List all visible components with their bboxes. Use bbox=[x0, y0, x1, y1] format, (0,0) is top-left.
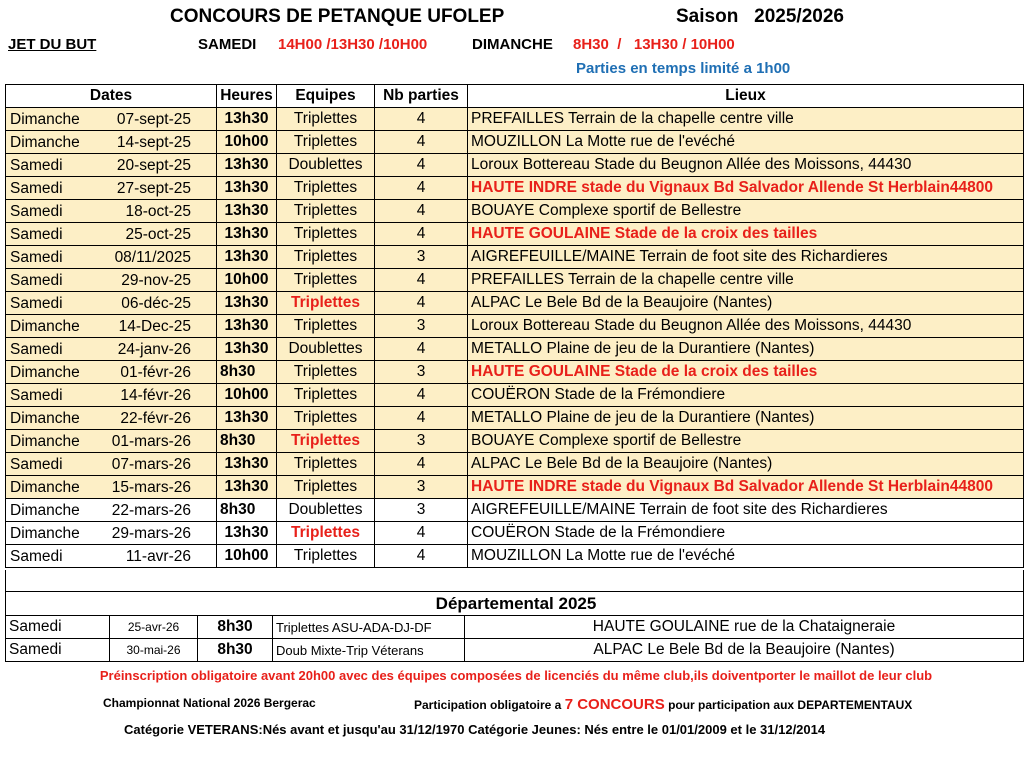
lieu-cell: Loroux Bottereau Stade du Beugnon Allée des Moissons, 44430 bbox=[468, 315, 1024, 338]
heure-cell: 13h30 bbox=[217, 154, 277, 177]
championnat-national: Championnat National 2026 Bergerac bbox=[103, 696, 316, 710]
day-name: Dimanche bbox=[10, 525, 80, 542]
equipe-cell: Triplettes bbox=[277, 476, 375, 499]
equipe-cell: Triplettes bbox=[277, 361, 375, 384]
table-row bbox=[6, 407, 1024, 430]
date-cell bbox=[6, 292, 217, 315]
nb-parties-cell: 4 bbox=[375, 131, 468, 154]
heure-cell: 13h30 bbox=[217, 453, 277, 476]
heure-cell: 13h30 bbox=[217, 407, 277, 430]
day-name: Dimanche bbox=[10, 364, 80, 381]
heure-cell: 13h30 bbox=[217, 246, 277, 269]
date-cell bbox=[6, 545, 217, 568]
heure-cell: 10h00 bbox=[217, 131, 277, 154]
day-name: Dimanche bbox=[10, 410, 80, 427]
equipe-cell: Doublettes bbox=[277, 338, 375, 361]
nb-parties-cell: 4 bbox=[375, 269, 468, 292]
date-value: 24-janv-26 bbox=[117, 341, 191, 358]
lieu-cell: AIGREFEUILLE/MAINE Terrain de foot site des Richardieres bbox=[468, 499, 1024, 522]
samedi-label: SAMEDI bbox=[198, 36, 257, 53]
nb-parties-cell: 3 bbox=[375, 246, 468, 269]
date-cell bbox=[6, 407, 217, 430]
dept-lieu: HAUTE GOULAINE rue de la Chataigneraie bbox=[465, 616, 1024, 639]
day-name: Dimanche bbox=[10, 433, 80, 450]
participation-suffix: pour participation aux DEPARTEMENTAUX bbox=[668, 698, 913, 712]
day-name: Samedi bbox=[10, 180, 63, 197]
table-row bbox=[6, 200, 1024, 223]
date-value: 01-févr-26 bbox=[120, 364, 191, 381]
heure-cell: 8h30 bbox=[217, 430, 277, 453]
day-name: Samedi bbox=[10, 341, 63, 358]
equipe-cell: Triplettes bbox=[277, 384, 375, 407]
date-cell bbox=[6, 361, 217, 384]
table-row bbox=[6, 223, 1024, 246]
equipe-cell: Triplettes bbox=[277, 453, 375, 476]
table-row bbox=[6, 108, 1024, 131]
lieu-cell: HAUTE INDRE stade du Vignaux Bd Salvador Allende St Herblain44800 bbox=[468, 476, 1024, 499]
dimanche-times: 8H30 / 13H30 / 10H00 bbox=[573, 36, 735, 53]
table-row bbox=[6, 476, 1024, 499]
day-name: Dimanche bbox=[10, 134, 80, 151]
table-row bbox=[6, 292, 1024, 315]
nb-parties-cell: 4 bbox=[375, 200, 468, 223]
lieu-cell: HAUTE INDRE stade du Vignaux Bd Salvador Allende St Herblain44800 bbox=[468, 177, 1024, 200]
equipe-cell: Triplettes bbox=[277, 545, 375, 568]
lieu-cell: COUËRON Stade de la Frémondiere bbox=[468, 522, 1024, 545]
table-row bbox=[6, 384, 1024, 407]
day-name: Samedi bbox=[10, 226, 63, 243]
nb-parties-cell: 3 bbox=[375, 315, 468, 338]
equipe-cell: Triplettes bbox=[277, 108, 375, 131]
day-name: Dimanche bbox=[10, 479, 80, 496]
heure-cell: 13h30 bbox=[217, 315, 277, 338]
date-value: 22-mars-26 bbox=[111, 502, 191, 519]
dept-day: Samedi bbox=[6, 616, 110, 639]
season-value: 2025/2026 bbox=[754, 6, 844, 27]
lieu-cell: HAUTE GOULAINE Stade de la croix des tailles bbox=[468, 223, 1024, 246]
lieu-cell: PREFAILLES Terrain de la chapelle centre ville bbox=[468, 269, 1024, 292]
lieu-cell: BOUAYE Complexe sportif de Bellestre bbox=[468, 430, 1024, 453]
heure-cell: 13h30 bbox=[217, 177, 277, 200]
nb-parties-cell: 4 bbox=[375, 545, 468, 568]
jet-du-but-row bbox=[0, 34, 1032, 56]
lieu-cell: HAUTE GOULAINE Stade de la croix des tailles bbox=[468, 361, 1024, 384]
preinscription-notice: Préinscription obligatoire avant 20h00 avec des équipes composées de licenciés du même club,ils doiventporter le maillot de leur club bbox=[99, 668, 933, 683]
heure-cell: 10h00 bbox=[217, 269, 277, 292]
departemental-body bbox=[6, 616, 1024, 662]
heure-cell: 13h30 bbox=[217, 476, 277, 499]
dept-lieu: ALPAC Le Bele Bd de la Beaujoire (Nantes) bbox=[465, 639, 1024, 662]
equipe-cell: Triplettes bbox=[277, 223, 375, 246]
date-value: 07-mars-26 bbox=[111, 456, 191, 473]
date-value: 15-mars-26 bbox=[111, 479, 191, 496]
day-name: Dimanche bbox=[10, 111, 80, 128]
date-value: 14-févr-26 bbox=[120, 387, 191, 404]
samedi-times: 14H00 /13H30 /10H00 bbox=[278, 36, 428, 53]
heure-cell: 8h30 bbox=[217, 499, 277, 522]
day-name: Samedi bbox=[10, 272, 63, 289]
dept-date: 25-avr-26 bbox=[110, 616, 198, 639]
date-cell bbox=[6, 131, 217, 154]
table-row bbox=[6, 545, 1024, 568]
table-row bbox=[6, 338, 1024, 361]
nb-parties-cell: 3 bbox=[375, 430, 468, 453]
nb-parties-cell: 4 bbox=[375, 522, 468, 545]
heure-cell: 13h30 bbox=[217, 108, 277, 131]
dept-heure: 8h30 bbox=[198, 639, 273, 662]
title-row bbox=[0, 4, 1032, 32]
table-row bbox=[6, 269, 1024, 292]
day-name: Samedi bbox=[10, 548, 63, 565]
nb-parties-cell: 4 bbox=[375, 108, 468, 131]
departemental-row bbox=[6, 639, 1024, 662]
day-name: Samedi bbox=[10, 157, 63, 174]
categories-note: Catégorie VETERANS:Nés avant et jusqu'au 31/12/1970 Catégorie Jeunes: Nés entre le 01/01/2009 et le 31/12/2014 bbox=[124, 722, 826, 737]
equipe-cell: Triplettes bbox=[277, 430, 375, 453]
date-value: 08/11/2025 bbox=[114, 249, 191, 266]
heure-cell: 13h30 bbox=[217, 223, 277, 246]
header-dates: Dates bbox=[6, 85, 217, 108]
date-cell bbox=[6, 522, 217, 545]
table-header-row bbox=[6, 85, 1024, 108]
date-value: 20-sept-25 bbox=[116, 157, 191, 174]
nb-parties-cell: 4 bbox=[375, 292, 468, 315]
nb-parties-cell: 4 bbox=[375, 338, 468, 361]
day-name: Samedi bbox=[10, 203, 63, 220]
date-value: 01-mars-26 bbox=[111, 433, 191, 450]
day-name: Dimanche bbox=[10, 318, 80, 335]
table-row bbox=[6, 522, 1024, 545]
equipe-cell: Triplettes bbox=[277, 200, 375, 223]
table-row bbox=[6, 361, 1024, 384]
date-value: 14-Dec-25 bbox=[118, 318, 191, 335]
date-cell bbox=[6, 338, 217, 361]
table-row bbox=[6, 453, 1024, 476]
equipe-cell: Triplettes bbox=[277, 407, 375, 430]
date-value: 29-nov-25 bbox=[121, 272, 191, 289]
equipe-cell: Triplettes bbox=[277, 522, 375, 545]
day-name: Dimanche bbox=[10, 502, 80, 519]
heure-cell: 13h30 bbox=[217, 200, 277, 223]
dept-heure: 8h30 bbox=[198, 616, 273, 639]
day-name: Samedi bbox=[10, 249, 63, 266]
header-heures: Heures bbox=[217, 85, 277, 108]
nb-parties-cell: 4 bbox=[375, 384, 468, 407]
header-equipes: Equipes bbox=[277, 85, 375, 108]
equipe-cell: Triplettes bbox=[277, 177, 375, 200]
date-value: 14-sept-25 bbox=[116, 134, 191, 151]
date-value: 07-sept-25 bbox=[116, 111, 191, 128]
jet-du-but-label: JET DU BUT bbox=[8, 36, 97, 53]
table-row bbox=[6, 246, 1024, 269]
participation-count: 7 CONCOURS bbox=[564, 696, 665, 713]
equipe-cell: Doublettes bbox=[277, 154, 375, 177]
dimanche-label: DIMANCHE bbox=[472, 36, 553, 53]
equipe-cell: Triplettes bbox=[277, 269, 375, 292]
lieu-cell: MOUZILLON La Motte rue de l'evéché bbox=[468, 131, 1024, 154]
season-word: Saison bbox=[676, 6, 739, 27]
schedule-body bbox=[6, 108, 1024, 568]
heure-cell: 10h00 bbox=[217, 384, 277, 407]
lieu-cell: ALPAC Le Bele Bd de la Beaujoire (Nantes) bbox=[468, 292, 1024, 315]
page-title: CONCOURS DE PETANQUE UFOLEP bbox=[170, 6, 505, 27]
date-value: 25-oct-25 bbox=[125, 226, 191, 243]
departemental-table bbox=[5, 615, 1024, 662]
heure-cell: 13h30 bbox=[217, 292, 277, 315]
equipe-cell: Triplettes bbox=[277, 131, 375, 154]
blank-spacer-row bbox=[5, 570, 1024, 592]
lieu-cell: PREFAILLES Terrain de la chapelle centre ville bbox=[468, 108, 1024, 131]
dept-equipe: Doub Mixte-Trip Véterans bbox=[273, 639, 465, 662]
nb-parties-cell: 4 bbox=[375, 154, 468, 177]
equipe-cell: Triplettes bbox=[277, 292, 375, 315]
date-cell bbox=[6, 430, 217, 453]
heure-cell: 13h30 bbox=[217, 338, 277, 361]
date-value: 18-oct-25 bbox=[125, 203, 191, 220]
dept-date: 30-mai-26 bbox=[110, 639, 198, 662]
nb-parties-cell: 3 bbox=[375, 476, 468, 499]
nb-parties-cell: 4 bbox=[375, 407, 468, 430]
date-cell bbox=[6, 384, 217, 407]
schedule-table bbox=[5, 84, 1024, 568]
dept-equipe: Triplettes ASU-ADA-DJ-DF bbox=[273, 616, 465, 639]
dept-day: Samedi bbox=[6, 639, 110, 662]
date-cell bbox=[6, 499, 217, 522]
lieu-cell: METALLO Plaine de jeu de la Durantiere (Nantes) bbox=[468, 338, 1024, 361]
lieu-cell: ALPAC Le Bele Bd de la Beaujoire (Nantes) bbox=[468, 453, 1024, 476]
table-row bbox=[6, 430, 1024, 453]
nb-parties-cell: 4 bbox=[375, 453, 468, 476]
date-cell bbox=[6, 177, 217, 200]
date-cell bbox=[6, 108, 217, 131]
date-cell bbox=[6, 223, 217, 246]
equipe-cell: Triplettes bbox=[277, 315, 375, 338]
departemental-row bbox=[6, 616, 1024, 639]
participation-note bbox=[414, 696, 912, 713]
equipe-cell: Triplettes bbox=[277, 246, 375, 269]
departemental-title: Départemental 2025 bbox=[435, 594, 597, 613]
header-lieux: Lieux bbox=[468, 85, 1024, 108]
date-value: 27-sept-25 bbox=[116, 180, 191, 197]
table-row bbox=[6, 499, 1024, 522]
lieu-cell: MOUZILLON La Motte rue de l'evéché bbox=[468, 545, 1024, 568]
equipe-cell: Doublettes bbox=[277, 499, 375, 522]
date-value: 22-févr-26 bbox=[120, 410, 191, 427]
day-name: Samedi bbox=[10, 456, 63, 473]
lieu-cell: AIGREFEUILLE/MAINE Terrain de foot site des Richardieres bbox=[468, 246, 1024, 269]
date-cell bbox=[6, 269, 217, 292]
table-row bbox=[6, 177, 1024, 200]
time-limit-note: Parties en temps limité a 1h00 bbox=[576, 60, 791, 77]
heure-cell: 10h00 bbox=[217, 545, 277, 568]
date-value: 06-déc-25 bbox=[121, 295, 191, 312]
nb-parties-cell: 3 bbox=[375, 499, 468, 522]
day-name: Samedi bbox=[10, 387, 63, 404]
nb-parties-cell: 4 bbox=[375, 177, 468, 200]
date-cell bbox=[6, 476, 217, 499]
lieu-cell: COUËRON Stade de la Frémondiere bbox=[468, 384, 1024, 407]
lieu-cell: BOUAYE Complexe sportif de Bellestre bbox=[468, 200, 1024, 223]
date-cell bbox=[6, 453, 217, 476]
table-row bbox=[6, 131, 1024, 154]
lieu-cell: Loroux Bottereau Stade du Beugnon Allée des Moissons, 44430 bbox=[468, 154, 1024, 177]
date-value: 11-avr-26 bbox=[125, 548, 191, 565]
season-label bbox=[676, 6, 844, 28]
table-row bbox=[6, 315, 1024, 338]
lieu-cell: METALLO Plaine de jeu de la Durantiere (Nantes) bbox=[468, 407, 1024, 430]
day-name: Samedi bbox=[10, 295, 63, 312]
date-cell bbox=[6, 246, 217, 269]
date-cell bbox=[6, 154, 217, 177]
table-row bbox=[6, 154, 1024, 177]
participation-prefix: Participation obligatoire a bbox=[414, 698, 562, 712]
date-cell bbox=[6, 315, 217, 338]
date-value: 29-mars-26 bbox=[111, 525, 191, 542]
nb-parties-cell: 3 bbox=[375, 361, 468, 384]
nb-parties-cell: 4 bbox=[375, 223, 468, 246]
date-cell bbox=[6, 200, 217, 223]
heure-cell: 8h30 bbox=[217, 361, 277, 384]
heure-cell: 13h30 bbox=[217, 522, 277, 545]
header-nb-parties: Nb parties bbox=[375, 85, 468, 108]
championship-row bbox=[0, 696, 1032, 714]
